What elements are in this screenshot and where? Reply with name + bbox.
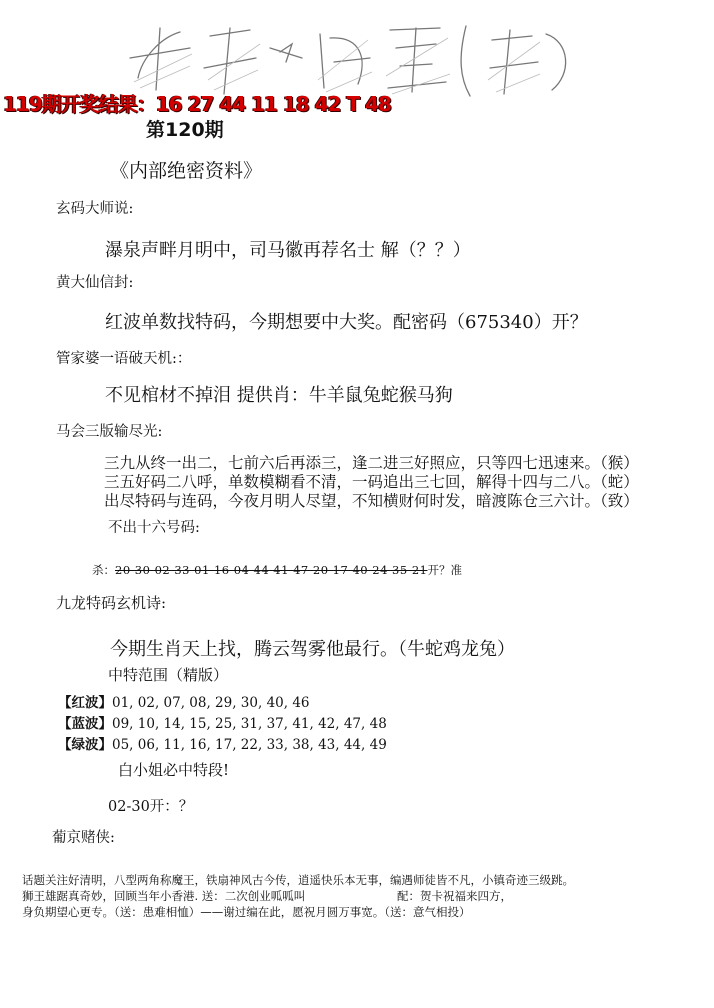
kill-suffix: 开？准 — [427, 563, 462, 577]
kill-prefix: 杀： — [92, 563, 115, 577]
range-row-red — [58, 691, 310, 711]
bai-text: 白小姐必中特段! — [118, 761, 230, 779]
range-row-green — [58, 733, 387, 753]
footer-line-3: 身负期望心更专。（送：患难相恤）——谢过编在此，愿祝月圆万事宽。（送：意气相投） — [22, 905, 471, 919]
mahui-line-3: 出尽特码与连码，今夜月明人尽望，不知横财何时发，暗渡陈仓三六计。（致） — [104, 492, 639, 510]
range-tag: 【蓝波】 — [58, 716, 112, 732]
kill-numbers: 20 30 02 33 01 16 04 44 41 47 20 17 40 24 35 21 — [115, 563, 428, 577]
range-nums: 05, 06, 11, 16, 17, 22, 33, 38, 43, 44, 49 — [112, 737, 387, 753]
mahui-line-2: 三五好码二八呼，单数模糊看不清，一码追出三七回，解得十四与二八。（蛇） — [104, 473, 639, 491]
range-tag: 【绿波】 — [58, 737, 112, 753]
jiulong-text: 今期生肖天上找，腾云驾雾他最行。（牛蛇鸡龙兔） — [110, 639, 515, 660]
huang-text: 红波单数找特码，今期想要中大奖。配密码（675340）开？ — [105, 312, 588, 333]
guanjia-label: 管家婆一语破天机:： — [56, 351, 192, 367]
issue-number: 第120期 — [146, 119, 224, 141]
range-label: 中特范围（精版） — [108, 666, 229, 684]
xuanma-label: 玄码大师说: — [56, 201, 134, 217]
page-title: 《内部绝密资料》 — [110, 160, 263, 182]
footer-line-2b: 配：贺卡祝福来四方， — [397, 889, 512, 903]
range-tag: 【红波】 — [58, 695, 112, 711]
no16-label: 不出十六号码: — [108, 520, 200, 536]
footer-line-1: 话题关注好清明，八型两角称魔王，铁扇神风古今传，逍遥快乐本无事，编遇师徒皆不凡，小镇奇迹三级跳。 — [22, 873, 574, 887]
mahui-line-1: 三九从终一出二，七前六后再添三，逢二进三好照应，只等四七迅速来。（猴） — [104, 454, 639, 472]
pujing-label: 葡京赌侠: — [52, 830, 115, 846]
guanjia-text: 不见棺材不掉泪 提供肖：牛羊鼠兔蛇猴马狗 — [105, 385, 453, 406]
segment-text: 02-30开：？ — [108, 799, 194, 815]
jiulong-label: 九龙特码玄机诗: — [56, 594, 167, 612]
mahui-label: 马会三版输尽光: — [56, 424, 163, 440]
range-nums: 01, 02, 07, 08, 29, 30, 40, 46 — [112, 695, 310, 711]
footer-line-2: 狮王雄踞真奇妙，回顾当年小香港. 送：二次创业呱呱叫 — [22, 889, 306, 903]
range-row-blue — [58, 712, 387, 732]
range-nums: 09, 10, 14, 15, 25, 31, 37, 41, 42, 47, 48 — [112, 716, 387, 732]
huang-label: 黄大仙信封: — [56, 275, 134, 291]
kill-numbers-line — [92, 562, 462, 578]
xuanma-text: 瀑泉声畔月明中，司马徽再荐名士 解（？？） — [105, 240, 471, 261]
draw-result: 119期开奖结果：16 27 44 11 18 42 T 48 — [3, 92, 391, 116]
